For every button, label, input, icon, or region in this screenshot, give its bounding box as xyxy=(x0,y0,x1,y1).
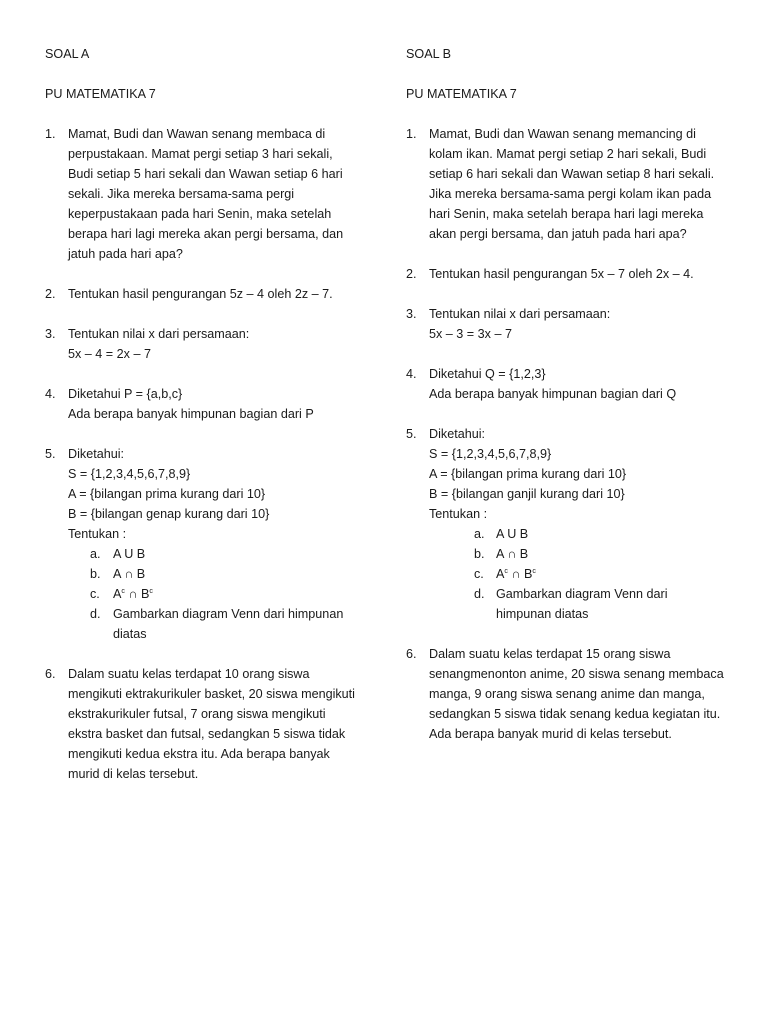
question-number: 5. xyxy=(406,427,417,441)
soal-a-q5-subitem-list xyxy=(68,544,375,644)
subitem-label: a. xyxy=(90,547,101,561)
question-text-line: Mamat, Budi dan Wawan senang membaca di xyxy=(68,127,326,141)
set-definition-line: A = {bilangan prima kurang dari 10} xyxy=(429,467,627,481)
question-text-line: ekstrakurikuler futsal, 7 orang siswa mengikuti xyxy=(68,707,326,721)
subitem-text: A ∩ B xyxy=(113,567,146,581)
soal-a-column xyxy=(45,44,375,804)
subitem-text: Gambarkan diagram Venn dari himpunan xyxy=(113,607,344,621)
subitem-c xyxy=(68,584,375,604)
question-text-line: Dalam suatu kelas terdapat 10 orang siswa xyxy=(68,667,310,681)
subitem-d xyxy=(68,604,375,644)
soal-b-question-3 xyxy=(406,304,726,344)
question-text-line: Diketahui Q = {1,2,3} xyxy=(429,367,546,381)
question-text-line: senangmenonton anime, 20 siswa senang membaca xyxy=(429,667,724,681)
subitem-text: A U B xyxy=(496,527,529,541)
question-text-line: Budi setiap 5 hari sekali dan Wawan setiap 6 hari xyxy=(68,167,343,181)
question-number: 1. xyxy=(406,127,417,141)
question-text-line: Diketahui P = {a,b,c} xyxy=(68,387,183,401)
soal-b-question-6 xyxy=(406,644,726,744)
soal-a-question-4 xyxy=(45,384,375,424)
set-symbol: ∩ B xyxy=(124,587,150,601)
question-number: 3. xyxy=(45,327,56,341)
soal-a-question-2 xyxy=(45,284,375,304)
question-text-line: perpustakaan. Mamat pergi setiap 3 hari sekali, xyxy=(68,147,333,161)
question-text-line: Tentukan : xyxy=(429,507,488,521)
question-text-line: Ada berapa banyak murid di kelas tersebut. xyxy=(429,727,672,741)
set-symbol: A xyxy=(496,567,505,581)
question-text-line: Tentukan nilai x dari persamaan: xyxy=(68,327,250,341)
soal-b-question-2 xyxy=(406,264,726,284)
complement-superscript: c xyxy=(149,588,153,595)
question-text-line: Tentukan hasil pengurangan 5z – 4 oleh 2z – 7. xyxy=(68,287,333,301)
question-text-line: mengikuti kedua ekstra itu. Ada berapa banyak xyxy=(68,747,330,761)
subitem-text: diatas xyxy=(113,627,147,641)
question-text-line: mengikuti ektrakurikuler basket, 20 siswa mengikuti xyxy=(68,687,355,701)
subitem-text xyxy=(496,567,536,581)
subitem-label: d. xyxy=(474,587,485,601)
subitem-b xyxy=(68,564,375,584)
subitem-text: Gambarkan diagram Venn dari xyxy=(496,587,668,601)
question-number: 2. xyxy=(45,287,56,301)
question-number: 1. xyxy=(45,127,56,141)
question-text-line: hari Senin, maka setelah berapa hari lagi mereka xyxy=(429,207,704,221)
subitem-label: c. xyxy=(474,567,484,581)
soal-b-title: SOAL B xyxy=(406,47,452,61)
subitem-label: b. xyxy=(90,567,101,581)
equation-line: 5x – 3 = 3x – 7 xyxy=(429,327,512,341)
subitem-text: A U B xyxy=(113,547,146,561)
question-text-line: setiap 6 hari sekali dan Wawan setiap 8 hari sekali. xyxy=(429,167,715,181)
subitem-label: b. xyxy=(474,547,485,561)
question-text-line: Diketahui: xyxy=(429,427,486,441)
question-number: 3. xyxy=(406,307,417,321)
question-text-line: kolam ikan. Mamat pergi setiap 2 hari sekali, Budi xyxy=(429,147,707,161)
set-definition-line: S = {1,2,3,4,5,6,7,8,9} xyxy=(68,467,191,481)
subitem-a xyxy=(429,524,726,544)
question-number: 6. xyxy=(406,647,417,661)
question-text-line: Ada berapa banyak himpunan bagian dari Q xyxy=(429,387,677,401)
soal-b-q5-subitem-list xyxy=(429,524,726,624)
set-symbol: ∩ B xyxy=(507,567,533,581)
soal-a-question-1 xyxy=(45,124,375,264)
soal-a-question-list xyxy=(45,124,375,784)
question-text-line: sekali. Jika mereka bersama-sama pergi xyxy=(68,187,295,201)
question-number: 4. xyxy=(45,387,56,401)
equation-line: 5x – 4 = 2x – 7 xyxy=(68,347,151,361)
subitem-label: a. xyxy=(474,527,485,541)
complement-superscript: c xyxy=(504,568,508,575)
set-definition-line: B = {bilangan ganjil kurang dari 10} xyxy=(429,487,625,501)
soal-b-question-5 xyxy=(406,424,726,624)
subitem-label: c. xyxy=(90,587,100,601)
question-text-line: Diketahui: xyxy=(68,447,125,461)
question-text-line: Mamat, Budi dan Wawan senang memancing di xyxy=(429,127,696,141)
set-definition-line: S = {1,2,3,4,5,6,7,8,9} xyxy=(429,447,552,461)
question-text-line: Tentukan nilai x dari persamaan: xyxy=(429,307,611,321)
question-number: 4. xyxy=(406,367,417,381)
subitem-label: d. xyxy=(90,607,101,621)
complement-superscript: c xyxy=(532,568,536,575)
question-text-line: sedangkan 5 siswa tidak senang kedua kegiatan itu. xyxy=(429,707,721,721)
set-symbol: A xyxy=(113,587,122,601)
question-number: 5. xyxy=(45,447,56,461)
soal-a-subtitle: PU MATEMATIKA 7 xyxy=(45,87,156,101)
question-text-line: Dalam suatu kelas terdapat 15 orang siswa xyxy=(429,647,671,661)
question-number: 6. xyxy=(45,667,56,681)
soal-a-question-3 xyxy=(45,324,375,364)
soal-b-subtitle: PU MATEMATIKA 7 xyxy=(406,87,517,101)
question-text-line: berapa hari lagi mereka akan pergi bersama, dan xyxy=(68,227,344,241)
set-definition-line: A = {bilangan prima kurang dari 10} xyxy=(68,487,266,501)
question-text-line: manga, 9 orang siswa senang anime dan manga, xyxy=(429,687,705,701)
question-text-line: murid di kelas tersebut. xyxy=(68,767,199,781)
question-text-line: jatuh pada hari apa? xyxy=(68,247,183,261)
subitem-text xyxy=(113,587,153,601)
question-text-line: akan pergi bersama, dan jatuh pada hari apa? xyxy=(429,227,687,241)
soal-a-question-5 xyxy=(45,444,375,644)
soal-a-title: SOAL A xyxy=(45,47,90,61)
question-text-line: Tentukan hasil pengurangan 5x – 7 oleh 2x – 4. xyxy=(429,267,694,281)
question-text-line: Ada berapa banyak himpunan bagian dari P xyxy=(68,407,314,421)
subitem-b xyxy=(429,544,726,564)
soal-b-question-4 xyxy=(406,364,726,404)
question-number: 2. xyxy=(406,267,417,281)
subitem-c xyxy=(429,564,726,584)
soal-a-question-6 xyxy=(45,664,375,784)
complement-superscript: c xyxy=(121,588,125,595)
question-text-line: Jika mereka bersama-sama pergi kolam ikan pada xyxy=(429,187,712,201)
question-text-line: Tentukan : xyxy=(68,527,127,541)
soal-b-question-list xyxy=(406,124,726,744)
question-text-line: keperpustakaan pada hari Senin, maka setelah xyxy=(68,207,332,221)
subitem-text: himpunan diatas xyxy=(496,607,589,621)
soal-b-column xyxy=(406,44,726,764)
subitem-d xyxy=(429,584,726,624)
soal-b-question-1 xyxy=(406,124,726,244)
subitem-a xyxy=(68,544,375,564)
question-text-line: ekstra basket dan futsal, sedangkan 5 siswa tidak xyxy=(68,727,346,741)
subitem-text: A ∩ B xyxy=(496,547,529,561)
set-definition-line: B = {bilangan genap kurang dari 10} xyxy=(68,507,270,521)
